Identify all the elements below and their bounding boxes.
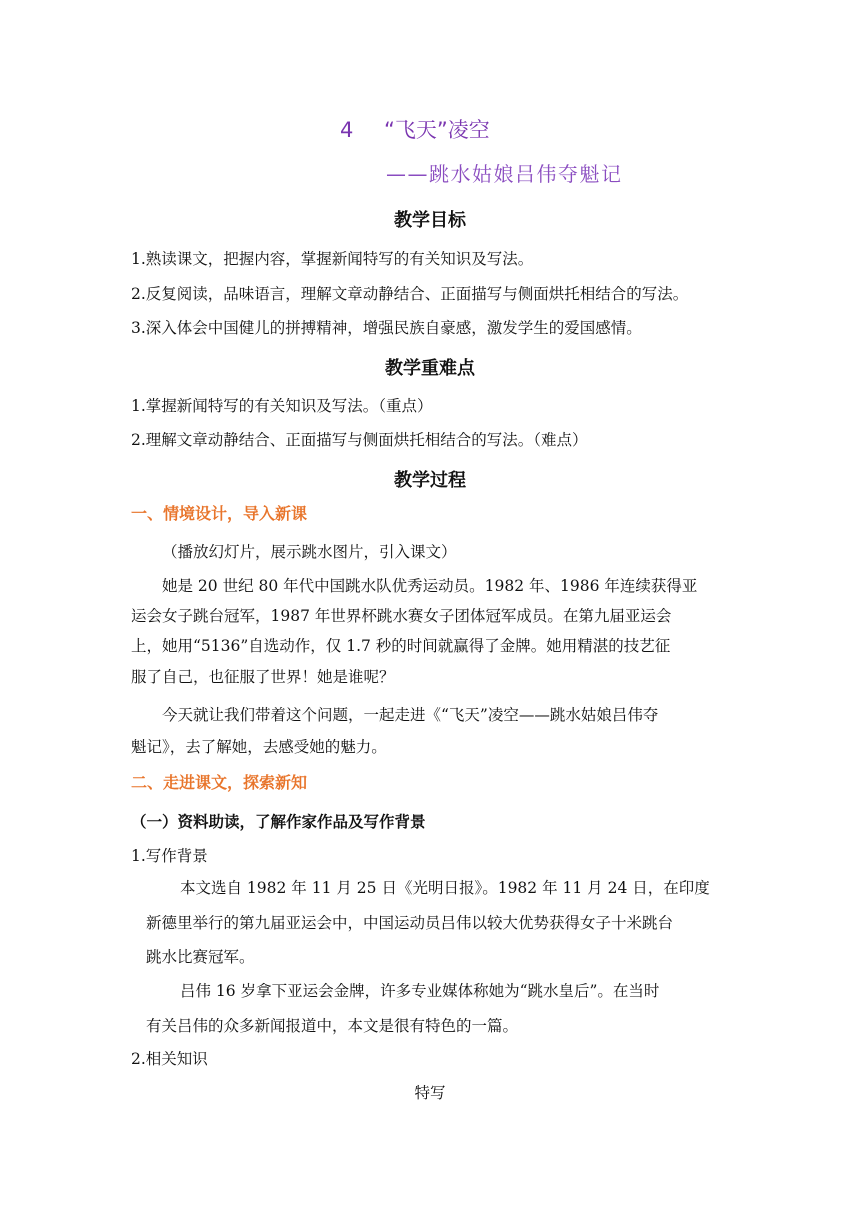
lesson-title-text: “飞天”凌空: [384, 118, 490, 142]
objectives-heading: 教学目标: [394, 210, 466, 231]
part2-subheading: （一）资料助读，了解作家作品及写作背景: [131, 813, 426, 831]
key-point-item-2: 2.理解文章动静结合、正面描写与侧面烘托相结合的写法。（难点）: [131, 431, 588, 449]
background-line-4: 吕伟 16 岁拿下亚运会金牌，许多专业媒体称她为“跳水皇后”。在当时: [180, 982, 660, 1000]
part1-line-7: 魁记》，去了解她，去感受她的魅力。: [131, 738, 387, 756]
key-point-item-1: 1.掌握新闻特写的有关知识及写法。（重点）: [131, 397, 433, 415]
objective-item-1: 1.熟读课文，把握内容，掌握新闻特写的有关知识及写法。: [131, 250, 534, 268]
lesson-number: 4: [340, 118, 354, 142]
part1-line-4: 上，她用“5136”自选动作，仅 1.7 秒的时间就赢得了金牌。她用精湛的技艺征: [131, 637, 671, 655]
background-label: 1.写作背景: [131, 847, 208, 865]
part1-line-2: 她是 20 世纪 80 年代中国跳水队优秀运动员。1982 年、1986 年连续获得亚: [162, 577, 698, 595]
objective-item-3: 3.深入体会中国健儿的拼搏精神，增强民族自豪感，激发学生的爱国感情。: [131, 319, 642, 337]
part1-line-1: （播放幻灯片，展示跳水图片，引入课文）: [162, 543, 457, 561]
background-line-3: 跳水比赛冠军。: [146, 948, 255, 966]
lesson-title: [340, 114, 490, 144]
part1-heading: 一、情境设计，导入新课: [131, 504, 308, 523]
background-line-1: 本文选自 1982 年 11 月 25 日《光明日报》。1982 年 11 月 24 日，在印度: [180, 879, 710, 897]
objective-item-2: 2.反复阅读，品味语言，理解文章动静结合、正面描写与侧面烘托相结合的写法。: [131, 285, 689, 303]
part1-line-3: 运会女子跳台冠军，1987 年世界杯跳水赛女子团体冠军成员。在第九届亚运会: [131, 607, 672, 625]
part2-heading: 二、走进课文，探索新知: [131, 773, 308, 792]
lesson-subtitle: ——跳水姑娘吕伟夺魁记: [386, 162, 623, 186]
background-line-5: 有关吕伟的众多新闻报道中，本文是很有特色的一篇。: [146, 1017, 519, 1035]
knowledge-title: 特写: [414, 1084, 446, 1102]
key-points-heading: 教学重难点: [385, 358, 475, 379]
knowledge-label: 2.相关知识: [131, 1050, 208, 1068]
process-heading: 教学过程: [394, 470, 466, 491]
background-line-2: 新德里举行的第九届亚运会中，中国运动员吕伟以较大优势获得女子十米跳台: [146, 914, 674, 932]
part1-line-5: 服了自己，也征服了世界！她是谁呢？: [131, 668, 395, 686]
part1-line-6: 今天就让我们带着这个问题，一起走进《“飞天”凌空——跳水姑娘吕伟夺: [162, 706, 659, 724]
